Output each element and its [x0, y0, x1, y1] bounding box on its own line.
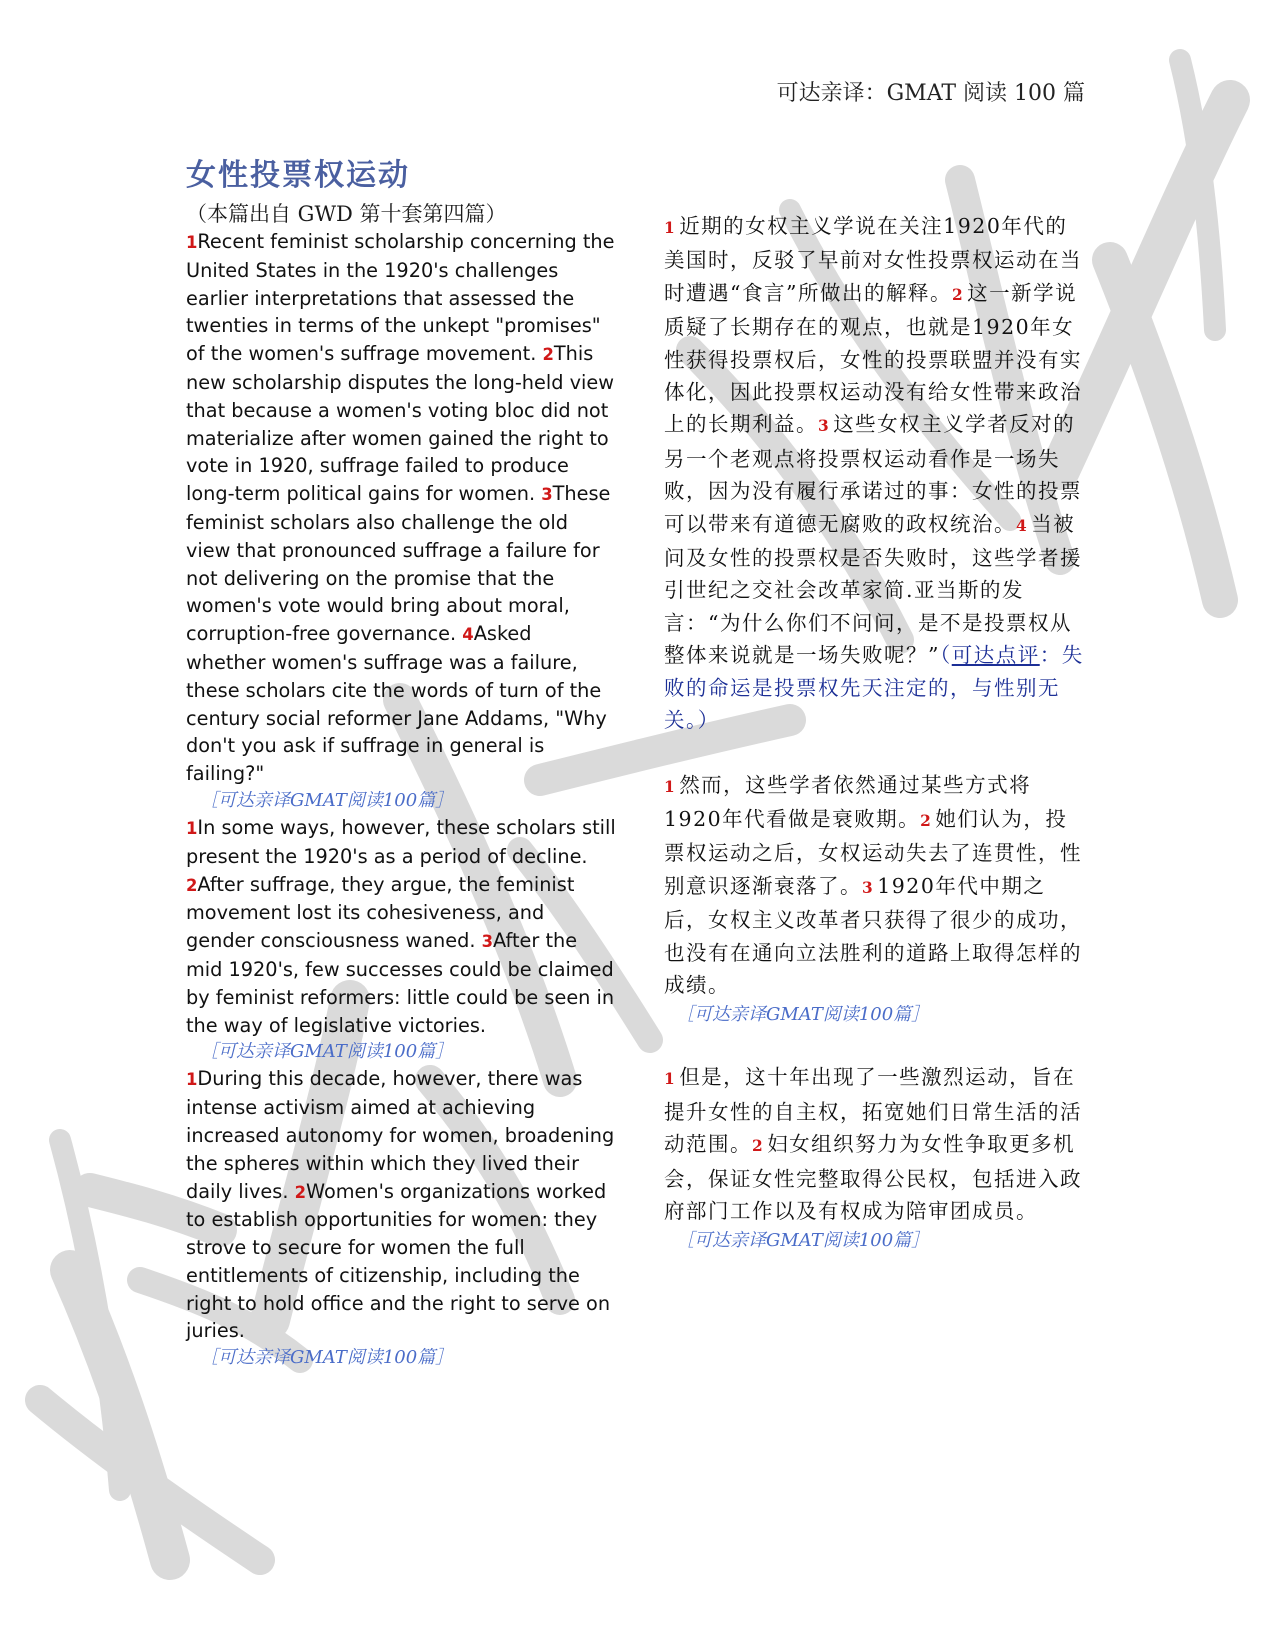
sentence-number: 1 — [186, 818, 198, 838]
sentence: 近期的女权主义学说在关注1920年代的美国时，反驳了早前对女性投票权运动在当时遭遇“食言”所做出的解释。 — [664, 214, 1082, 305]
sentence-number: 2 — [920, 811, 933, 830]
sentence-number: 2 — [951, 285, 965, 304]
sentence: Asked whether women's suffrage was a failure, these scholars cite the words of turn of the century social reformer Jane Addams, "Why don't you ask if suffrage in general is failing?" — [186, 622, 607, 786]
sentence-number: 1 — [664, 777, 677, 796]
chinese-column — [664, 210, 1084, 1255]
sentence-number: 2 — [186, 875, 198, 895]
source-tag: ［可达亲译GMAT阅读100篇］ — [676, 1230, 930, 1252]
sentence: After suffrage, they argue, the feminist movement lost its cohesiveness, and gender consciousness waned. — [186, 872, 575, 953]
sentence: 这些女权主义学者反对的另一个老观点将投票权运动看作是一场失败，因为没有履行承诺过的事：女性的投票可以带来有道德无腐败的政权统治。 — [664, 412, 1082, 536]
spacer — [664, 1029, 1084, 1061]
source-tag: ［可达亲译GMAT阅读100篇］ — [200, 1347, 454, 1369]
sentence-number: 1 — [186, 1070, 198, 1090]
sentence-number: 2 — [294, 1182, 307, 1202]
sentence-number: 3 — [862, 878, 875, 897]
source-tag: ［可达亲译GMAT阅读100篇］ — [676, 1004, 930, 1026]
sentence-number: 4 — [1016, 516, 1029, 535]
sentence-number: 3 — [481, 932, 494, 952]
spacer — [664, 737, 1084, 769]
sentence: 然而，这些学者依然通过某些方式将1920年代看做是衰败期。 — [664, 772, 1032, 831]
sentence: Recent feminist scholarship concerning the United States in the 1920's challenges earlier interpretations that assessed the twenties in terms of the unkept "promises" of the women's suffrage movement. — [186, 230, 615, 366]
english-paragraph-1 — [186, 228, 616, 788]
sentence: This new scholarship disputes the long-held view that because a women's voting bloc did not materialize after women gained the right to vote in 1920, suffrage failed to produce long-term political gains for women. — [186, 342, 614, 506]
sentence-number: 3 — [818, 417, 831, 436]
english-column — [186, 228, 616, 1371]
sentence: 但是，这十年出现了一些激烈运动，旨在提升女性的自主权，拓宽她们日常生活的活动范围。 — [664, 1065, 1082, 1157]
chinese-paragraph-2 — [664, 769, 1084, 1002]
sentence-number: 1 — [664, 1070, 677, 1089]
sentence: 她们认为，投票权运动之后，女权运动失去了连贯性，性别意识逐渐衰落了。 — [664, 806, 1082, 898]
sentence: 妇女组织努力为女性争取更多机会，保证女性完整取得公民权，包括进入政府部门工作以及有权成为陪审团成员。 — [664, 1132, 1082, 1223]
sentence: 1920年代中期之后，女权主义改革者只获得了很少的成功，也没有在通向立法胜利的道路上取得怎样的成绩。 — [664, 873, 1082, 997]
sentence-number: 1 — [664, 219, 677, 237]
article-source: （本篇出自 GWD 第十套第四篇） — [186, 202, 507, 226]
sentence-number: 2 — [752, 1137, 765, 1156]
sentence: Women's organizations worked to establish opportunities for women: they strove to secure for women the full entitlements of citizenship, including the right to hold office and the right to serve on juries. — [186, 1179, 611, 1343]
sentence: During this decade, however, there was intense activism aimed at achieving increased autonomy for women, broadening the spheres within which they lived their daily lives. — [186, 1067, 615, 1203]
source-tag: ［可达亲译GMAT阅读100篇］ — [200, 789, 454, 811]
sentence: These feminist scholars also challenge the old view that pronounced suffrage a failure for not delivering on the promise that the women's vote would bring about moral, corruption-free governance. — [186, 482, 611, 646]
article-title: 女性投票权运动 — [186, 158, 410, 193]
sentence-number: 4 — [462, 625, 474, 645]
chinese-paragraph-3 — [664, 1061, 1084, 1227]
comment-text: ：失败的命运是投票权先天注定的，与性别无关。） — [664, 643, 1084, 733]
sentence-number: 2 — [542, 345, 554, 365]
english-paragraph-2 — [186, 814, 616, 1039]
chinese-paragraph-1 — [664, 210, 1084, 737]
sentence-number: 3 — [541, 485, 553, 505]
sentence-number: 1 — [186, 233, 198, 252]
source-tag: ［可达亲译GMAT阅读100篇］ — [200, 1041, 454, 1063]
english-paragraph-3 — [186, 1065, 616, 1345]
comment-label: 可达点评 — [951, 643, 1040, 668]
comment-open: （ — [939, 643, 952, 668]
sentence: After the mid 1920's, few successes could be claimed by feminist reformers: little could be seen in the way of legislative victories. — [186, 929, 615, 1037]
sentence: In some ways, however, these scholars still present the 1920's as a period of decline. — [186, 815, 616, 868]
sentence: 这一新学说质疑了长期存在的观点，也就是1920年女性获得投票权后，女性的投票联盟并没有实体化，因此投票权运动没有给女性带来政治上的长期利益。 — [664, 280, 1082, 437]
page-header: 可达亲译：GMAT 阅读 100 篇 — [776, 81, 1085, 106]
sentence: 当被问及女性的投票权是否失败时，这些学者援引世纪之交社会改革家简.亚当斯的发言：“为什么你们不问问，是不是投票权从整体来说就是一场失败呢？” — [664, 511, 1082, 668]
